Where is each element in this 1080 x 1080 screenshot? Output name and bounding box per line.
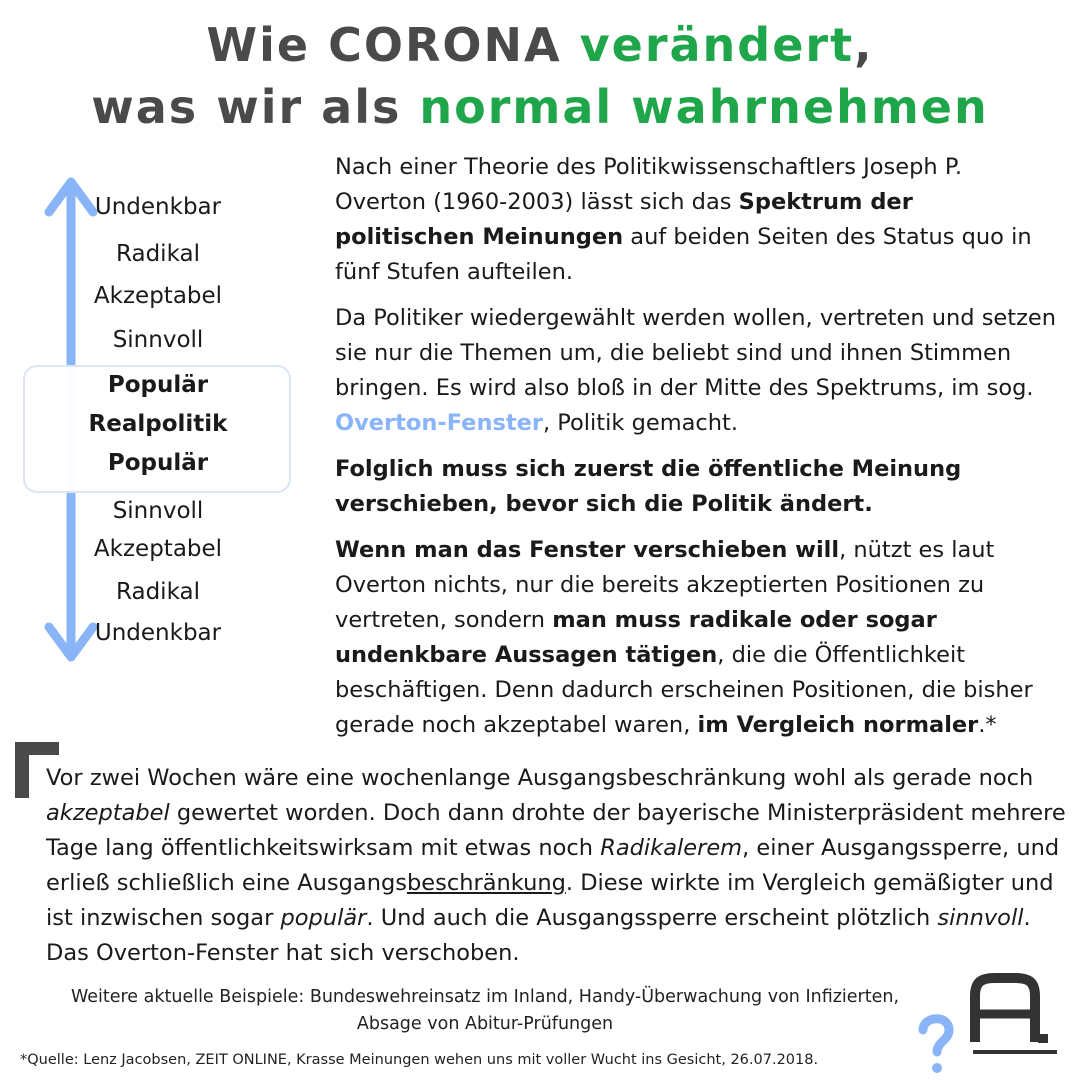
page-title — [0, 14, 1080, 138]
overton-window-term: Overton-Fenster — [335, 410, 543, 436]
level-sinnvoll-bottom: Sinnvoll — [112, 498, 204, 524]
further-examples: Weitere aktuelle Beispiele: Bundeswehreinsatz im Inland, Handy-Überwachung von Infizierten, Absage von Abitur-Prüfungen — [70, 987, 900, 1034]
level-realpolitik: Realpolitik — [88, 411, 228, 437]
level-akzeptabel-bottom: Akzeptabel — [93, 536, 223, 562]
corona-example-quote: Vor zwei Wochen wäre eine wochenlange Ausgangsbeschränkung wohl als gerade noch akzeptabel gewertet worden. Doch dann drohte der bayerische Ministerpräsident mehrere Tage lang öffentlichkeitswirksam mit etwas noch Radikalerem, einer Ausgangssperre, und erließ schließlich eine Ausgangsbeschränkung. Diese wirkte im Vergleich gemäßigter und ist inzwischen sogar populär. Und auch die Ausgangssperre erscheint plötzlich sinnvoll. Das Overton-Fenster hat sich verschoben. — [46, 765, 1066, 966]
paragraph-conclusion: Folglich muss sich zuerst die öffentliche Meinung verschieben, bevor sich die Politik ändert. — [335, 456, 962, 517]
paragraph-theory: Nach einer Theorie des Politikwissenschaftlers Joseph P. Overton (1960-2003) lässt sich das Spektrum der politischen Meinungen auf beiden Seiten des Status quo in fünf Stufen aufteilen. — [335, 154, 1032, 285]
level-radikal-bottom: Radikal — [116, 579, 200, 605]
level-radikal-top: Radikal — [116, 241, 200, 267]
level-sinnvoll-top: Sinnvoll — [112, 327, 204, 353]
paragraph-politicians: Da Politiker wiedergewählt werden wollen, vertreten und setzen sie nur die Themen um, die beliebt sind und ihnen Stimmen bringen. Es wird also bloß in der Mitte des Spektrums, im sog. Overton-Fenster, Politik gemacht. — [335, 305, 1056, 436]
title-line-1: Wie CORONA verändert, — [206, 18, 874, 72]
level-populaer-top: Populär — [107, 372, 209, 398]
level-undenkbar-bottom: Undenkbar — [94, 620, 222, 646]
main-text — [335, 150, 1060, 754]
question-logo-icon — [915, 970, 1065, 1075]
overton-spectrum — [18, 172, 298, 672]
level-populaer-bottom: Populär — [107, 450, 209, 476]
title-line-2: was wir als normal wahrnehmen — [91, 80, 989, 134]
paragraph-shift: Wenn man das Fenster verschieben will, nützt es laut Overton nichts, nur die bereits akzeptierten Positionen zu vertreten, sondern man muss radikale oder sogar undenkbare Aussagen tätigen, die die Öffentlichkeit beschäftigen. Denn dadurch erscheinen Positionen, die bisher gerade noch akzeptabel waren, im Vergleich normaler.* — [335, 537, 1033, 738]
level-undenkbar-top: Undenkbar — [94, 194, 222, 220]
level-akzeptabel-top: Akzeptabel — [93, 283, 223, 309]
source-footnote: *Quelle: Lenz Jacobsen, ZEIT ONLINE, Krasse Meinungen wehen uns mit voller Wucht ins Gesicht, 26.07.2018. — [20, 1052, 819, 1068]
